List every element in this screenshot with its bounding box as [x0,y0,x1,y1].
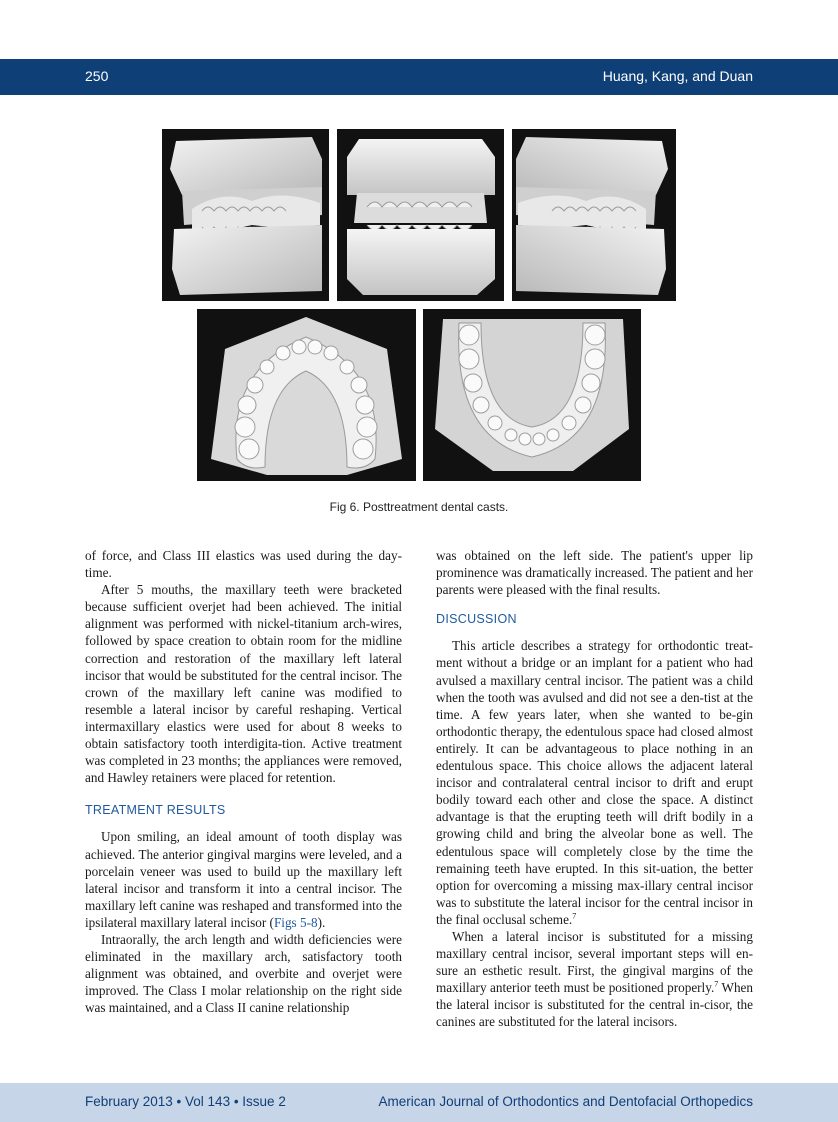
paragraph [85,828,402,931]
page-number: 250 [85,68,109,84]
figure-reference-link[interactable]: Figs 5-8 [273,914,318,930]
running-header [0,59,838,95]
paragraph-text: When a lateral incisor is substituted for a missing maxillary central incisor, several important steps will en-sure an esthetic result. First, the gingival margins of the maxillary anterior teeth must be positioned properly. [436,928,753,996]
paragraph-text: When the lateral incisor is substituted for the central in-cisor, the canines are substituted for the lateral incisors. [436,980,754,1030]
paragraph [436,928,753,1031]
running-authors: Huang, Kang, and Duan [602,68,753,84]
journal-name: American Journal of Orthodontics and Dentofacial Orthopedics [378,1094,753,1109]
paragraph [436,637,753,928]
cast-photo-frontal [337,129,504,301]
citation-reference[interactable]: 7 [714,979,719,989]
cast-photo-maxillary-occlusal [197,309,416,481]
citation-reference[interactable]: 7 [572,911,577,921]
paragraph: After 5 mouths, the maxillary teeth were bracketed because sufficient overjet had been achieved. The initial alignment was performed with nickel-titanium arch-wires, followed by space creation to obtain room for the midline correction and restoration of the maxillary left lateral incisor that would be substituted for the central incisor. The crown of the maxillary left canine was modified to resemble a lateral incisor by careful reshaping. Vertical intermaxillary elastics were used for about 8 weeks to obtain satisfactory tooth interdigita-tion. Active treatment was completed in 23 months; the appliances were removed, and Hawley retainers were placed for retention. [85,582,402,786]
paragraph-text: This article describes a strategy for orthodontic treat-ment without a bridge or an implant for a patient who had avulsed a maxillary central incisor. The patient was a child when the tooth was avulsed and did not see a den-tist at the time. A few years later, when she wanted to be-gin orthodontic therapy, the edentulous space had closed almost entirely. It can be advantageous to place nothing in an edentulous space. This choice allows the adjacent lateral incisor and contralateral central incisor to drift and erupt bodily toward each other and close the space. A distinct advantage is that the erupting teeth will drift bodily in a growing child and bring the alveolar bone as well. The edentulous space will completely close by the time the remaining teeth have erupted. In this sit-uation, the better option for overcoming a missing max-illary central incisor was to substitute the lateral incisor for the central incisor in the final occlusal scheme. [436,638,753,927]
paragraph-text: Upon smiling, an ideal amount of tooth display was achieved. The anterior gingival margins were leveled, and a porcelain veneer was used to build up the maxillary left lateral incisor and transform it into a central incisor. The maxillary left canine was reshaped and transformed into the ipsilateral maxillary lateral incisor ( [85,829,402,930]
running-footer [0,1083,838,1122]
issue-info: February 2013 • Vol 143 • Issue 2 [85,1094,286,1109]
cast-photo-left-lateral [512,129,676,301]
cast-photo-mandibular-occlusal [423,309,641,481]
right-column [436,547,753,1031]
section-heading-discussion: DISCUSSION [436,612,517,627]
section-heading-treatment-results: TREATMENT RESULTS [85,803,226,818]
cast-photo-right-lateral [162,129,329,301]
left-column [85,547,402,1016]
paragraph: was obtained on the left side. The patient's upper lip prominence was dramatically increased. The patient and her parents were pleased with the final results. [436,548,753,598]
paragraph: Intraorally, the arch length and width deficiencies were eliminated in the maxillary arch, satisfactory tooth alignment was obtained, and overbite and overjet were improved. The Class I molar relationship on the right side was maintained, and a Class II canine relationship [85,931,402,1016]
paragraph: of force, and Class III elastics was used during the day-time. [85,548,402,581]
figure-caption: Fig 6. Posttreatment dental casts. [329,500,509,514]
paragraph-text: ). [317,914,326,930]
